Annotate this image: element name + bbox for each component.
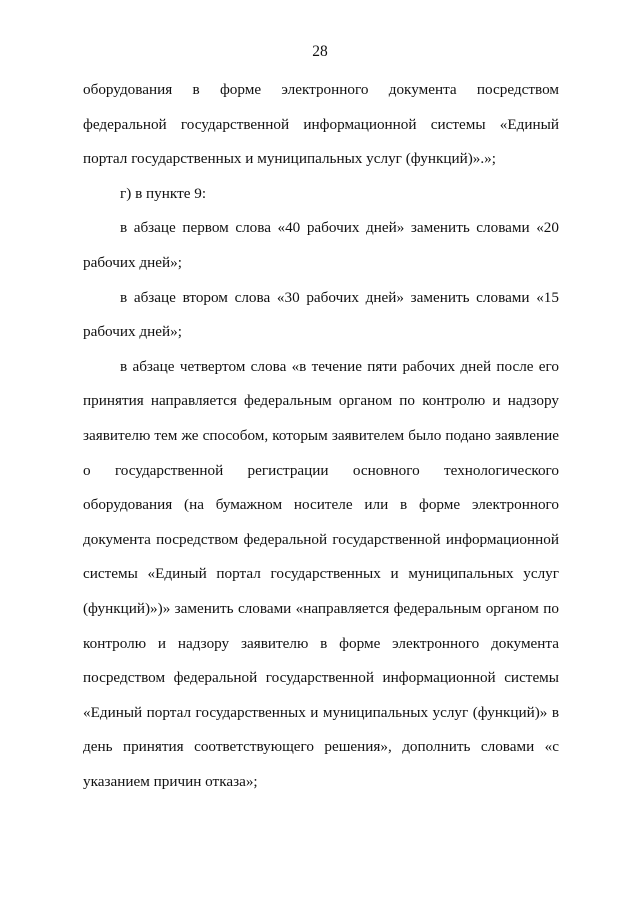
paragraph-subpoint-g: г) в пункте 9: bbox=[120, 184, 207, 202]
paragraph-second-abzac: в абзаце втором слова «30 рабочих дней» заменить словами «15 рабочих дней»; bbox=[83, 288, 559, 341]
document-body bbox=[83, 73, 559, 799]
paragraph-fourth-abzac: в абзаце четвертом слова «в течение пяти рабочих дней после его принятия направляется федеральным органом по контролю и надзору заявителю тем же способом, которым заявителем было подано заявление о государственной регистрации основного технологического оборудования (на бумажном носителе или в форме электронного документа посредством федеральной государственной информационной системы «Единый портал государственных и муниципальных услуг (функций)»)» заменить словами «направляется федеральным органом по контролю и надзору заявителю в форме электронного документа посредством федеральной государственной информационной системы «Единый портал государственных и муниципальных услуг (функций)» в день принятия соответствующего решения», дополнить словами «с указанием причин отказа»; bbox=[83, 357, 559, 790]
paragraph-first-abzac: в абзаце первом слова «40 рабочих дней» заменить словами «20 рабочих дней»; bbox=[83, 219, 559, 271]
page-number: 28 bbox=[312, 43, 328, 60]
paragraph-continuation: оборудования в форме электронного документа посредством федеральной государственной информационной системы «Единый портал государственных и муниципальных услуг (функций)».»; bbox=[83, 81, 559, 168]
